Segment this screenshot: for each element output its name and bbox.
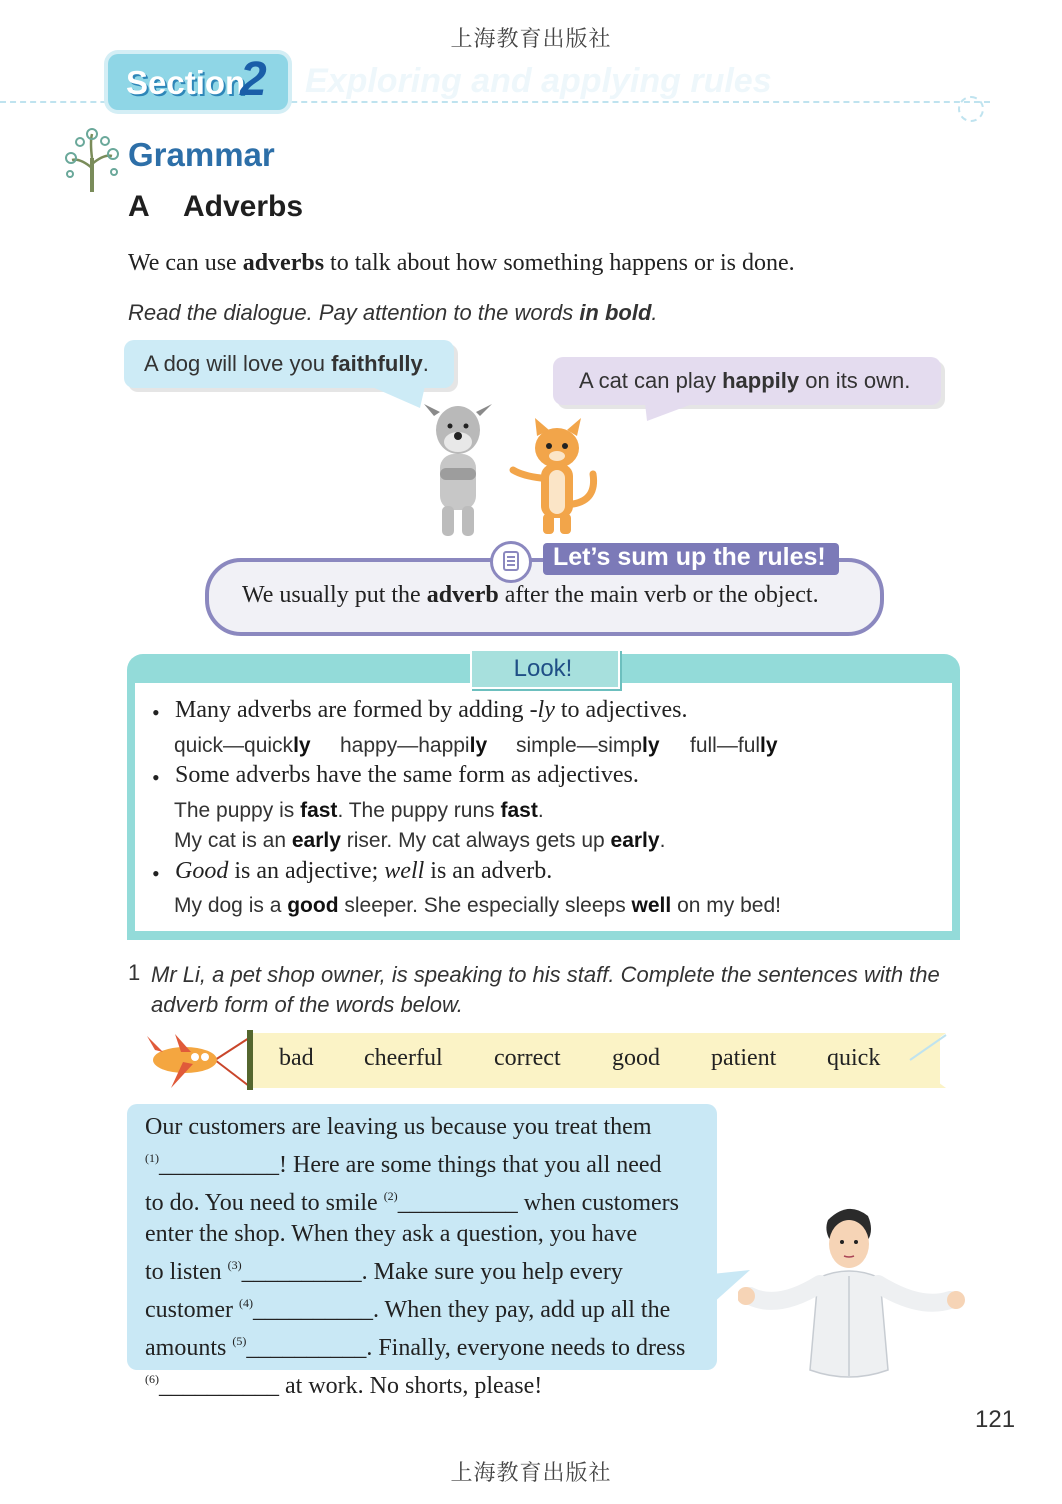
blank-5[interactable]: __________ bbox=[246, 1335, 367, 1361]
look-title: Look! bbox=[513, 655, 573, 682]
adverb-pair: happy—happily bbox=[340, 734, 488, 757]
word-bank-item: good bbox=[612, 1045, 660, 1071]
adverb-pair: full—fully bbox=[690, 734, 778, 757]
look-example: My cat is an early riser. My cat always gets up early. bbox=[174, 829, 666, 852]
subsection-title: Adverbs bbox=[183, 190, 304, 223]
word-bank-item: bad bbox=[279, 1045, 314, 1071]
section-number: 2 bbox=[240, 53, 267, 106]
adverb-pair: simple—simply bbox=[516, 734, 660, 757]
mr-li-illustration bbox=[738, 1200, 968, 1390]
intro-text: We can use adverbs to talk about how something happens or is done. bbox=[128, 250, 795, 276]
blank-6[interactable]: __________ bbox=[159, 1373, 279, 1399]
bullet-3: • bbox=[152, 861, 160, 886]
banner-tail bbox=[900, 1033, 950, 1088]
grammar-heading: Grammar bbox=[128, 136, 275, 173]
subsection-letter: A bbox=[128, 190, 150, 223]
airplane-icon bbox=[145, 1030, 250, 1090]
divider-end-circle bbox=[958, 96, 984, 122]
look-example: My dog is a good sleeper. She especially sleeps well on my bed! bbox=[174, 894, 781, 917]
bullet-1: • bbox=[152, 700, 160, 725]
adverb-pair: quick—quickly bbox=[174, 734, 311, 757]
publisher-footer: 上海教育出版社 bbox=[450, 1460, 612, 1485]
cat-illustration bbox=[505, 418, 605, 538]
word-bank-item: quick bbox=[827, 1045, 881, 1071]
blank-2[interactable]: __________ bbox=[397, 1190, 518, 1216]
page-number: 121 bbox=[975, 1406, 1016, 1433]
word-bank-item: correct bbox=[494, 1045, 561, 1071]
exercise-number: 1 bbox=[128, 960, 141, 985]
publisher-header: 上海教育出版社 bbox=[450, 26, 612, 51]
cat-bubble-tail bbox=[645, 403, 705, 423]
word-bank-item: patient bbox=[711, 1045, 777, 1071]
instruction-text: Read the dialogue. Pay attention to the words in bold. bbox=[128, 300, 658, 325]
dog-speech-bubble: A dog will love you faithfully. bbox=[124, 340, 454, 388]
document-icon bbox=[490, 541, 532, 583]
look-example: The puppy is fast. The puppy runs fast. bbox=[174, 799, 544, 822]
blank-3[interactable]: __________ bbox=[241, 1259, 362, 1285]
exercise-instruction: Mr Li, a pet shop owner, is speaking to his staff. Complete the sentences with the adverb form of the words below. bbox=[151, 962, 940, 1017]
blank-4[interactable]: __________ bbox=[252, 1297, 373, 1323]
bullet-2: • bbox=[152, 765, 160, 790]
dog-illustration bbox=[418, 402, 498, 542]
look-bullet-2: Some adverbs have the same form as adjectives. bbox=[175, 762, 639, 788]
tree-icon bbox=[62, 128, 122, 194]
section-title: Exploring and applying rules bbox=[305, 62, 772, 100]
cat-speech-bubble: A cat can play happily on its own. bbox=[553, 357, 941, 405]
blank-1[interactable]: __________ bbox=[159, 1152, 279, 1178]
look-bullet-3: Good is an adjective; well is an adverb. bbox=[175, 858, 553, 884]
look-bullet-1: Many adverbs are formed by adding -ly to adjectives. bbox=[175, 697, 688, 723]
fill-in-passage: Our customers are leaving us because you treat them $^{(1)}$__________! Here are some things that you all need to do. You need to smile $^{(2)}$__________ when customers enter the shop. When they ask a question, you have to listen $^{(3)}$__________. Make sure you help every customer $^{(4)}$__________. When they pay, add up all the amounts $^{(5)}$__________. Finally, everyone needs to dress $^{(6)}$__________ at work. No shorts, please! bbox=[145, 1114, 686, 1399]
word-bank-item: cheerful bbox=[364, 1045, 443, 1071]
sum-up-rule: We usually put the adverb after the main verb or the object. bbox=[242, 582, 819, 608]
banner-pole bbox=[247, 1030, 253, 1090]
section-label: Section bbox=[126, 64, 246, 101]
sum-up-title: Let’s sum up the rules! bbox=[553, 543, 826, 571]
